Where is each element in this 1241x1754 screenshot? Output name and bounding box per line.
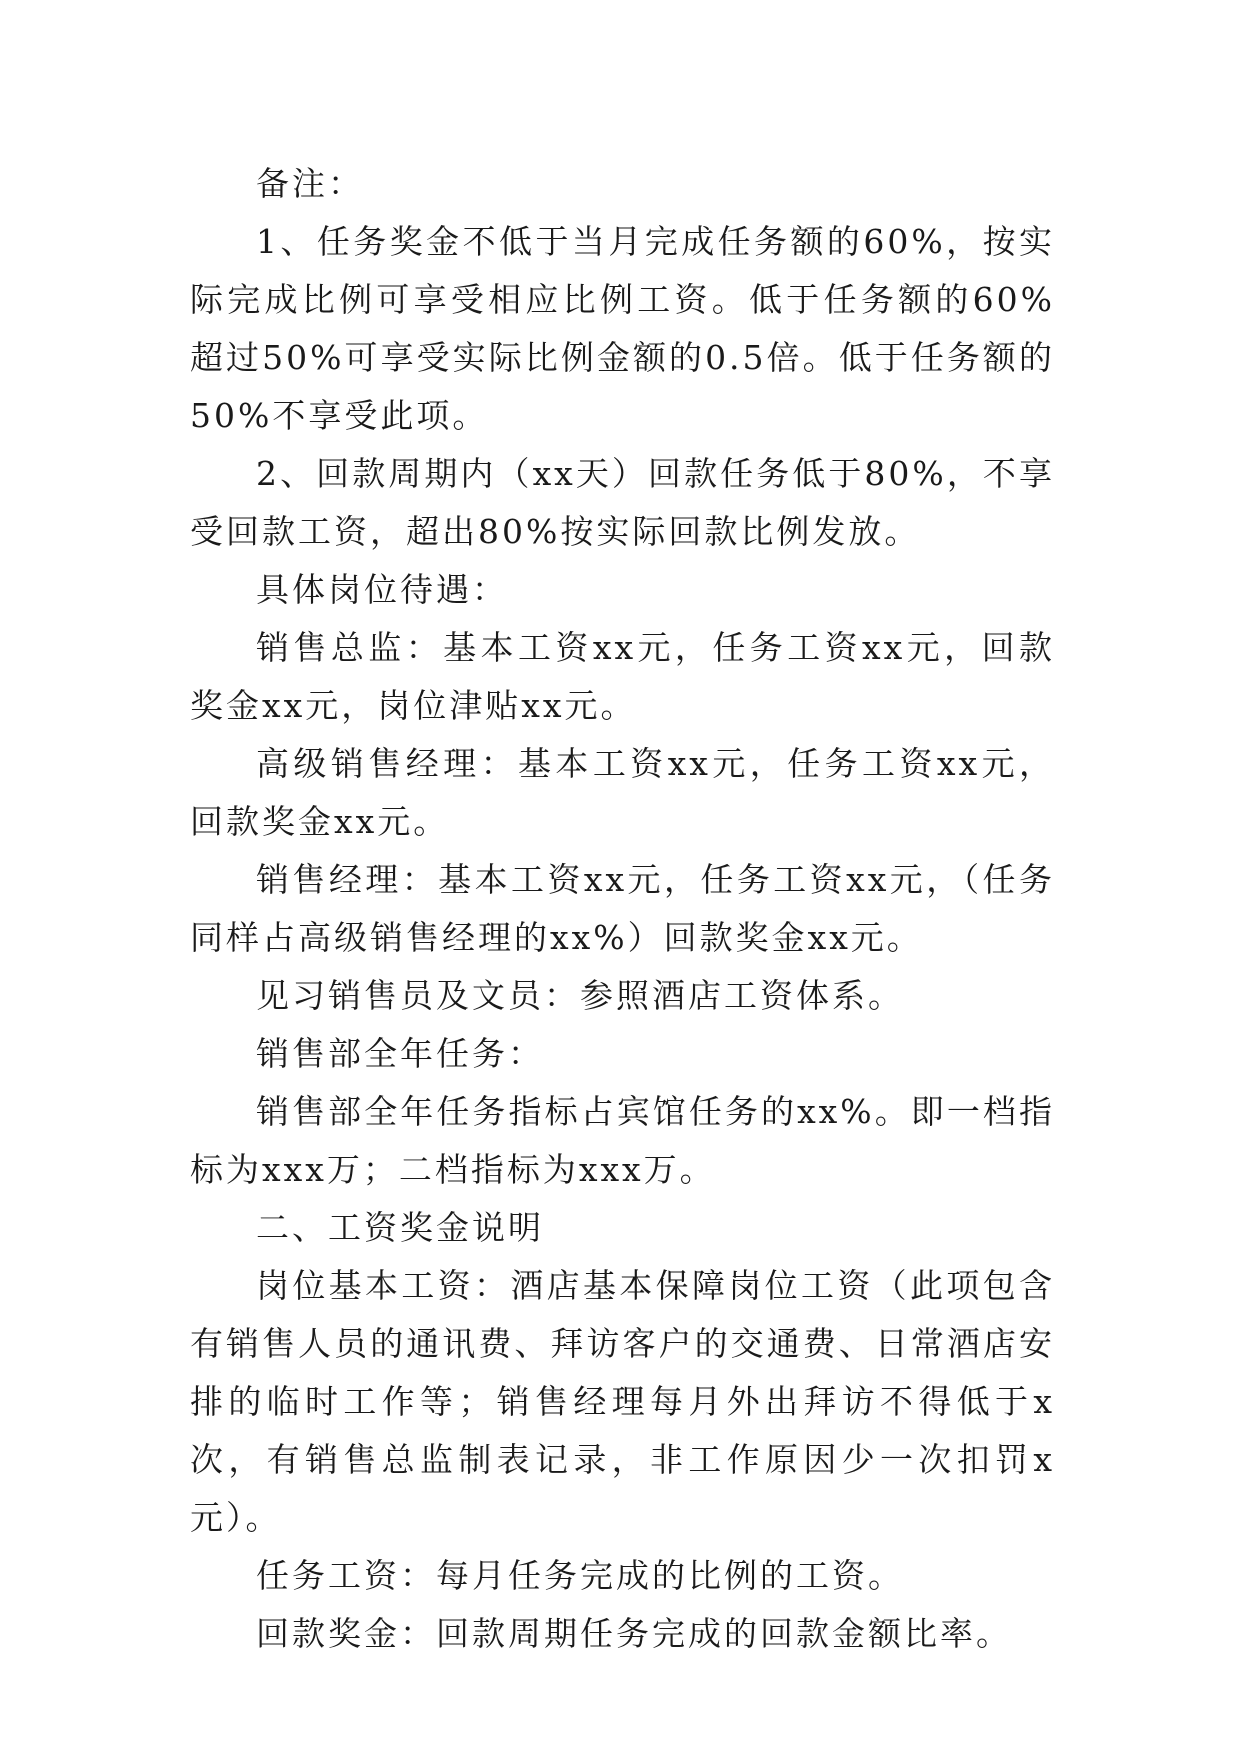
annual-task-paragraph: 销售部全年任务指标占宾馆任务的xx%。即一档指标为xxx万；二档指标为xxx万。 [190,1092,1055,1189]
base-salary-paragraph: 岗位基本工资：酒店基本保障岗位工资（此项包含有销售人员的通讯费、拜访客户的交通费、日常酒店安排的临时工作等；销售经理每月外出拜访不得低于x次，有销售总监制表记录，非工作原因少一次扣罚x元）。 [190,1266,1055,1537]
position-benefits-heading: 具体岗位待遇： [256,570,508,609]
section-two-heading: 二、工资奖金说明 [256,1208,544,1247]
sales-manager-paragraph: 销售经理：基本工资xx元，任务工资xx元，（任务同样占高级销售经理的xx%）回款奖金xx元。 [190,860,1055,957]
payment-bonus-paragraph: 回款奖金：回款周期任务完成的回款金额比率。 [256,1614,1012,1653]
task-salary-paragraph: 任务工资：每月任务完成的比例的工资。 [256,1556,904,1595]
senior-sales-manager-paragraph: 高级销售经理：基本工资xx元，任务工资xx元，回款奖金xx元。 [190,744,1055,841]
note-heading: 备注： [256,164,364,203]
document-body [190,155,1055,1663]
note-item-2: 2、回款周期内（xx天）回款任务低于80%，不享受回款工资，超出80%按实际回款比例发放。 [190,454,1055,551]
trainee-clerk-paragraph: 见习销售员及文员：参照酒店工资体系。 [256,976,904,1015]
note-item-1: 1、任务奖金不低于当月完成任务额的60%，按实际完成比例可享受相应比例工资。低于任务额的60%超过50%可享受实际比例金额的0.5倍。低于任务额的50%不享受此项。 [190,222,1055,435]
sales-director-paragraph: 销售总监：基本工资xx元，任务工资xx元，回款奖金xx元，岗位津贴xx元。 [190,628,1055,725]
annual-task-heading: 销售部全年任务： [256,1034,544,1073]
